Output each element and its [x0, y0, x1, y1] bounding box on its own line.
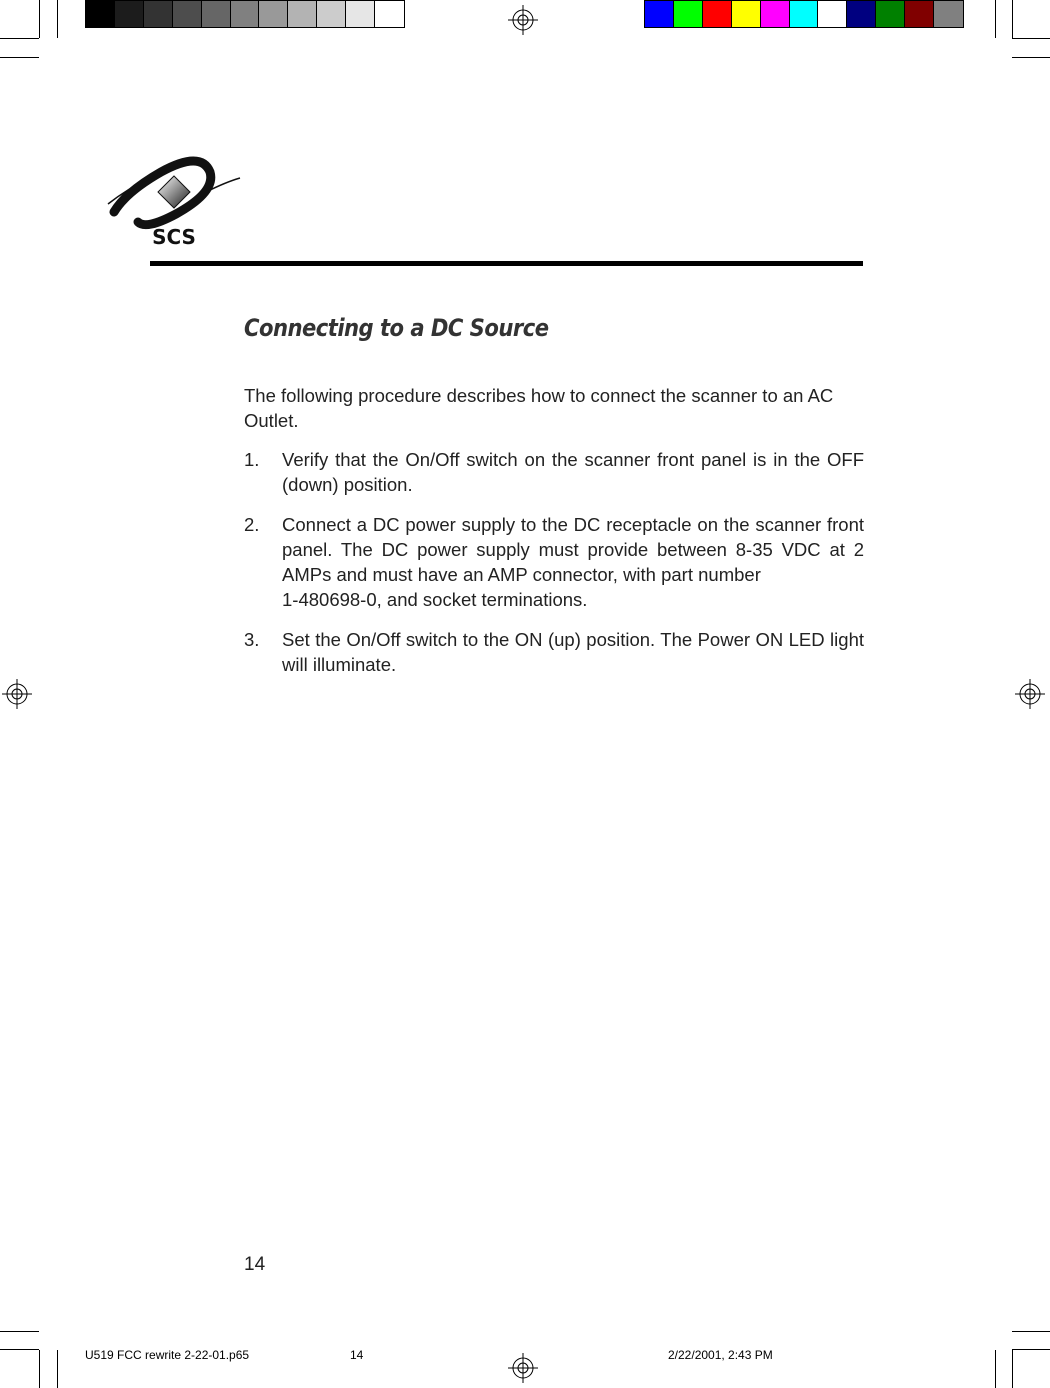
step-1: [244, 447, 864, 497]
step-number: 3.: [244, 629, 260, 650]
step-text-line: Connect a DC power supply to the DC receptacle on the scanner front panel. The DC power supply must provide between 8-35 VDC at 2 AMPs and must have an AMP connector, with part number: [282, 514, 864, 585]
crop-mark-bl-v: [39, 1350, 40, 1388]
crop-mark-tr-h2: [1012, 57, 1050, 58]
crop-mark-br-h2: [1012, 1349, 1050, 1350]
crop-mark-tr-v2: [1012, 0, 1013, 38]
color-swatch: [645, 1, 674, 27]
crop-mark-br-v: [995, 1350, 996, 1388]
grayscale-swatch: [317, 1, 346, 27]
crop-mark-tl-v2: [57, 0, 58, 38]
color-swatch: [674, 1, 703, 27]
grayscale-swatch: [86, 1, 115, 27]
step-text-line: 1-480698-0, and socket terminations.: [282, 589, 588, 610]
slug-filename: U519 FCC rewrite 2-22-01.p65: [85, 1348, 250, 1362]
step-number: 2.: [244, 514, 260, 535]
crop-mark-tr-v: [995, 0, 996, 38]
registration-target-left-icon: [2, 679, 32, 709]
color-bar: [644, 0, 964, 28]
step-2: [244, 512, 864, 612]
crop-mark-tl-h2: [0, 57, 39, 58]
color-swatch: [905, 1, 934, 27]
registration-target-right-icon: [1015, 679, 1045, 709]
registration-target-bottom-icon: [508, 1353, 538, 1383]
grayscale-swatch: [144, 1, 173, 27]
grayscale-bar: [85, 0, 405, 28]
color-swatch: [847, 1, 876, 27]
color-swatch: [761, 1, 790, 27]
grayscale-swatch: [202, 1, 231, 27]
crop-mark-bl-h2: [0, 1349, 39, 1350]
crop-mark-br-v2: [1012, 1350, 1013, 1388]
crop-mark-br-h: [1012, 1331, 1050, 1332]
intro-paragraph: The following procedure describes how to connect the scanner to an AC Outlet.: [244, 385, 834, 431]
color-swatch: [876, 1, 905, 27]
slug-date: 2/22/2001, 2:43 PM: [668, 1348, 773, 1362]
logo-text: SCS: [152, 225, 196, 249]
color-swatch: [703, 1, 732, 27]
color-swatch: [818, 1, 847, 27]
grayscale-swatch: [259, 1, 288, 27]
color-swatch: [732, 1, 761, 27]
step-3: [244, 627, 864, 677]
grayscale-swatch: [231, 1, 260, 27]
scs-logo: [106, 152, 242, 252]
section-heading: Connecting to a DC Source: [244, 314, 549, 342]
registration-target-top-icon: [508, 5, 538, 35]
header-rule: [150, 261, 863, 266]
step-text: Set the On/Off switch to the ON (up) position. The Power ON LED light will illuminate.: [282, 629, 864, 675]
grayscale-swatch: [375, 1, 404, 27]
grayscale-swatch: [115, 1, 144, 27]
step-number: 1.: [244, 449, 260, 470]
color-swatch: [934, 1, 963, 27]
grayscale-swatch: [288, 1, 317, 27]
grayscale-swatch: [346, 1, 375, 27]
slug-page: 14: [350, 1348, 364, 1362]
step-text: Verify that the On/Off switch on the scanner front panel is in the OFF (down) position.: [282, 449, 864, 495]
page-number: 14: [244, 1254, 266, 1275]
step-text: [282, 512, 864, 612]
crop-mark-bl-v2: [57, 1350, 58, 1388]
crop-mark-tl-v: [39, 0, 40, 38]
grayscale-swatch: [173, 1, 202, 27]
crop-mark-tr-h: [1012, 38, 1050, 39]
crop-mark-bl-h: [0, 1331, 39, 1332]
crop-mark-tl-h: [0, 38, 39, 39]
color-swatch: [790, 1, 819, 27]
